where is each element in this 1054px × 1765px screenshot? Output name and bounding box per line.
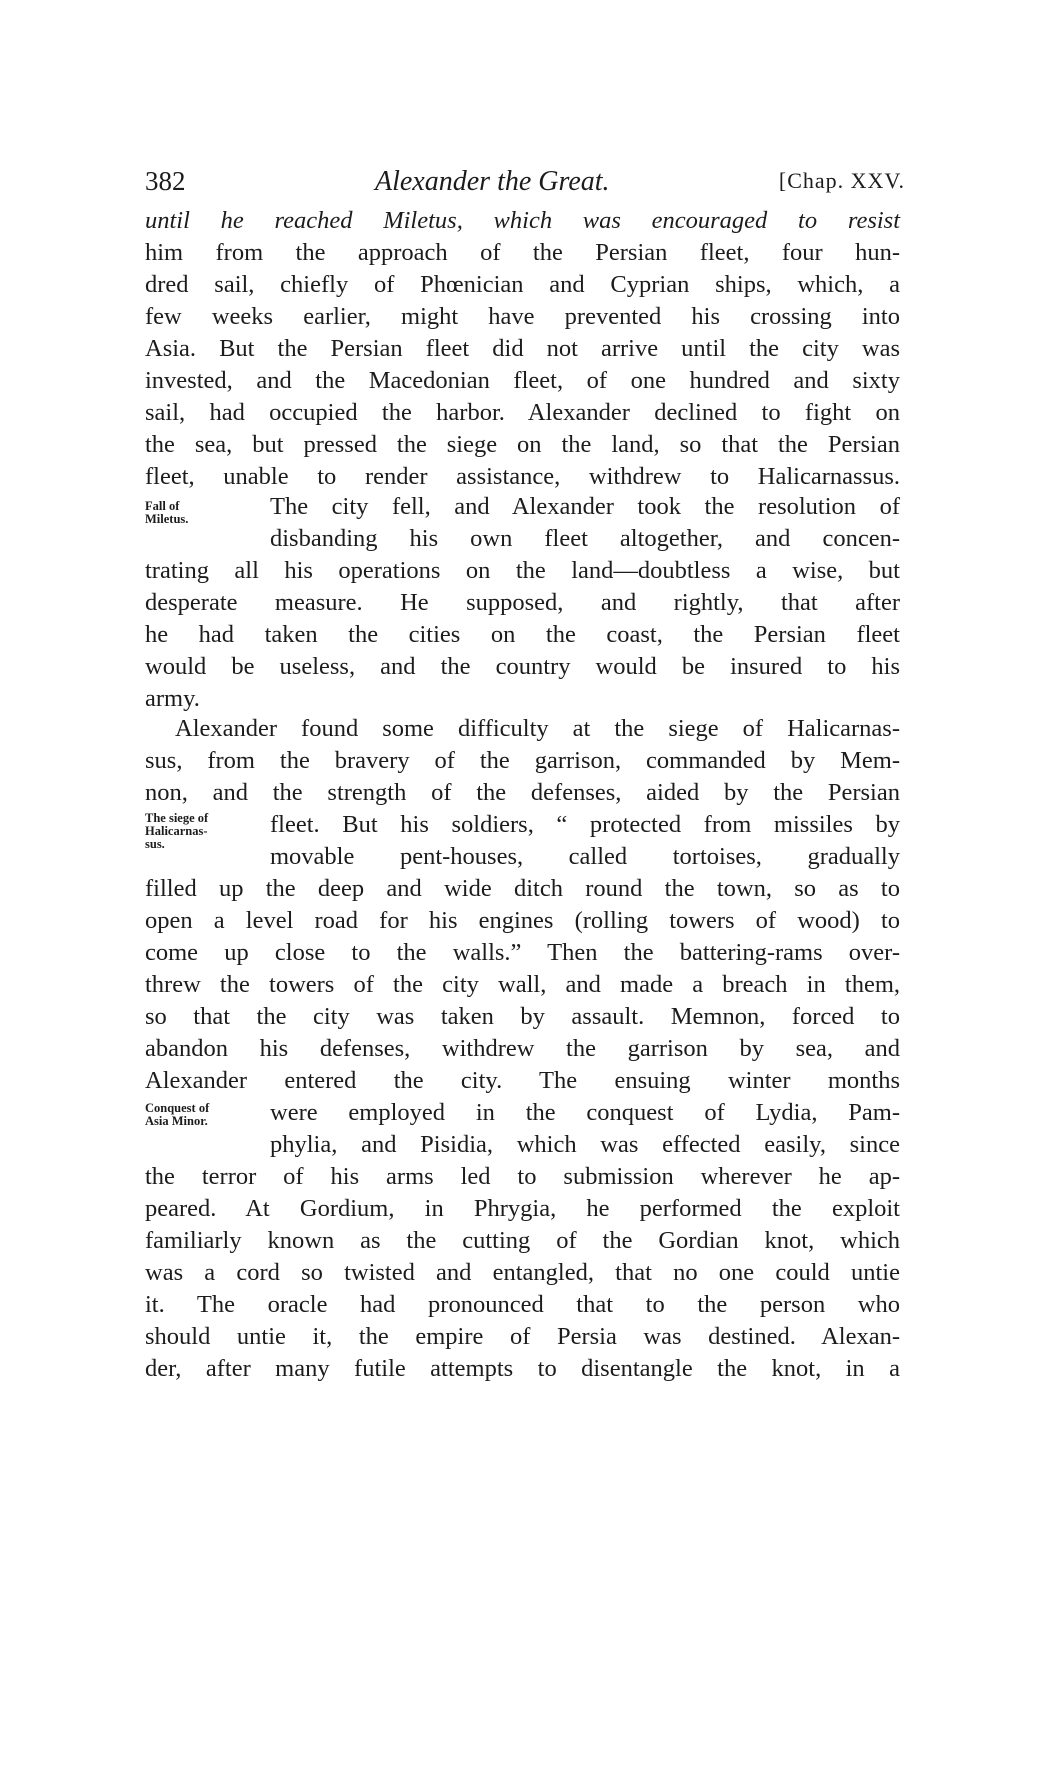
text-line: peared. At Gordium, in Phrygia, he performed the exploit	[145, 1195, 900, 1222]
text-line: desperate measure. He supposed, and rightly, that after	[145, 589, 900, 616]
text-line: movable pent-houses, called tortoises, gradually	[270, 843, 900, 870]
text-line: sail, had occupied the harbor. Alexander declined to fight on	[145, 399, 900, 426]
page-number: 382	[145, 166, 186, 196]
text-line: was a cord so twisted and entangled, that no one could untie	[145, 1259, 900, 1286]
text-line: threw the towers of the city wall, and made a breach in them,	[145, 971, 900, 998]
text-line: Asia. But the Persian fleet did not arrive until the city was	[145, 335, 900, 362]
sidenote-line: Fall of	[145, 499, 180, 513]
text-line: were employed in the conquest of Lydia, Pam-	[270, 1099, 900, 1126]
sidenote-siege-of-halicarnassus	[145, 812, 260, 851]
text-line: trating all his operations on the land—doubtless a wise, but	[145, 557, 900, 584]
text-line: until he reached Miletus, which was encouraged to resist	[145, 207, 900, 234]
sidenote-line: Asia Minor.	[145, 1114, 208, 1128]
text-line: the terror of his arms led to submission wherever he ap-	[145, 1163, 900, 1190]
text-line: invested, and the Macedonian fleet, of one hundred and sixty	[145, 367, 900, 394]
text-line: it. The oracle had pronounced that to the person who	[145, 1291, 900, 1318]
text-line: disbanding his own fleet altogether, and concen-	[270, 525, 900, 552]
chapter-reference: [Chap. XXV.	[778, 168, 905, 193]
text-line: abandon his defenses, withdrew the garrison by sea, and	[145, 1035, 900, 1062]
text-line: army.	[145, 685, 200, 712]
running-title: Alexander the Great.	[375, 166, 610, 197]
text-line: der, after many futile attempts to disentangle the knot, in a	[145, 1355, 900, 1382]
sidenote-fall-of-miletus	[145, 500, 260, 526]
text-line: non, and the strength of the defenses, aided by the Persian	[145, 779, 900, 806]
text-line: so that the city was taken by assault. Memnon, forced to	[145, 1003, 900, 1030]
text-line: fleet. But his soldiers, “ protected from missiles by	[270, 811, 900, 838]
text-line: come up close to the walls.” Then the battering-rams over-	[145, 939, 900, 966]
sidenote-line: Conquest of	[145, 1101, 210, 1115]
text-line: should untie it, the empire of Persia was destined. Alexan-	[145, 1323, 900, 1350]
text-line: he had taken the cities on the coast, the Persian fleet	[145, 621, 900, 648]
sidenote-line: sus.	[145, 837, 165, 851]
text-line: familiarly known as the cutting of the Gordian knot, which	[145, 1227, 900, 1254]
text-line: fleet, unable to render assistance, withdrew to Halicarnassus.	[145, 463, 900, 490]
text-line: The city fell, and Alexander took the resolution of	[270, 493, 900, 520]
sidenote-line: Miletus.	[145, 512, 189, 526]
text-line: the sea, but pressed the siege on the land, so that the Persian	[145, 431, 900, 458]
page-header	[145, 166, 905, 206]
text-line: phylia, and Pisidia, which was effected easily, since	[270, 1131, 900, 1158]
sidenote-line: Halicarnas-	[145, 824, 208, 838]
text-line: few weeks earlier, might have prevented his crossing into	[145, 303, 900, 330]
text-line: would be useless, and the country would be insured to his	[145, 653, 900, 680]
text-line: filled up the deep and wide ditch round the town, so as to	[145, 875, 900, 902]
text-line: Alexander found some difficulty at the siege of Halicarnas-	[175, 715, 900, 742]
sidenote-conquest-of-asia-minor	[145, 1102, 260, 1128]
text-line: dred sail, chiefly of Phœnician and Cyprian ships, which, a	[145, 271, 900, 298]
text-line: Alexander entered the city. The ensuing winter months	[145, 1067, 900, 1094]
text-line: open a level road for his engines (rolling towers of wood) to	[145, 907, 900, 934]
text-line: sus, from the bravery of the garrison, commanded by Mem-	[145, 747, 900, 774]
sidenote-line: The siege of	[145, 811, 209, 825]
text-line: him from the approach of the Persian fleet, four hun-	[145, 239, 900, 266]
